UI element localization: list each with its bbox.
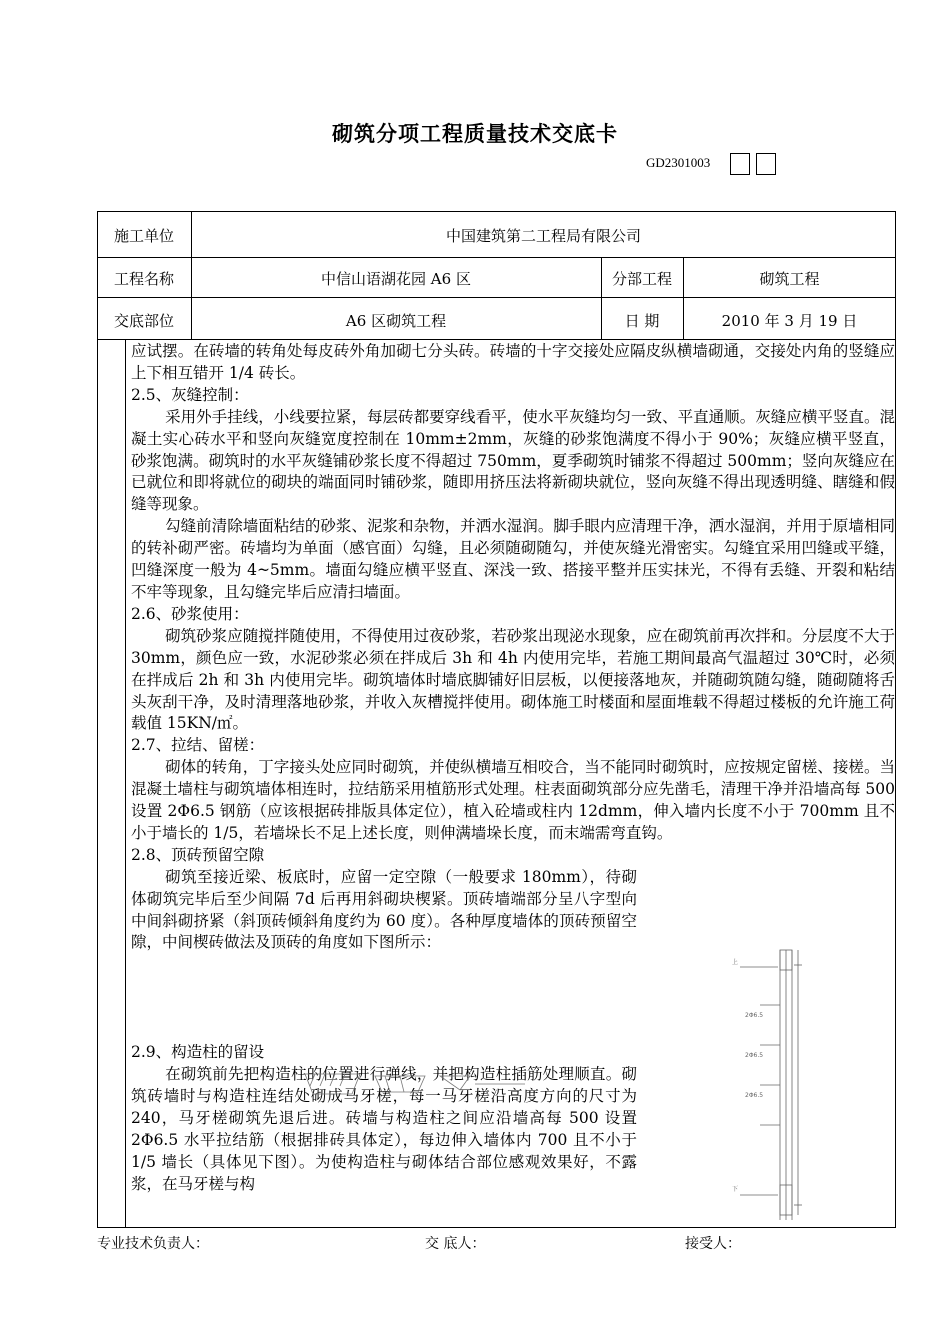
doc-code: GD2301003	[646, 155, 711, 170]
unit-value: 中国建筑第二工程局有限公司	[445, 227, 641, 245]
paragraph-intro: 应试摆。在砖墙的转角处每皮砖外角加砌七分头砖。砖墙的十字交接处应隔皮纵横墙砌通，交接处内角的竖缝应上下相互错开 1/4 砖长。	[131, 342, 895, 382]
diagram-label: 下	[732, 1186, 739, 1193]
section-heading-2-5: 2.5、灰缝控制：	[131, 385, 249, 404]
project-label: 工程名称	[113, 270, 174, 288]
paragraph-structural-column: 在砌筑前先把构造柱的位置进行弹线，并把构造柱插筋处理顺直。砌筑砖墙时与构造柱连结处砌成马牙槎，每一马牙槎沿高度方向的尺寸为 240，马牙槎砌筑先退后进。砖墙与构造柱之间应沿墙高每 500 设置 2Φ6.5 水平拉结筋（根据排砖具体定），每边伸入墙体内 700 且不小于 1/5 墙长（具体见下图）。为使构造柱与砌体结合部位感观效果好，不露浆，在马牙槎与构	[131, 1065, 637, 1193]
section-heading-2-8: 2.8、顶砖预留空隙	[131, 845, 265, 864]
wall-section-diagram	[720, 945, 830, 1225]
row-divider	[97, 257, 896, 258]
section-heading-2-7: 2.7、拉结、留槎：	[131, 736, 265, 755]
section-heading-2-6: 2.6、砂浆使用：	[131, 604, 249, 623]
code-box-2	[756, 153, 776, 175]
diagram-dim-label-1: 2Φ6.5	[745, 1012, 764, 1019]
paragraph-tie-bars: 砌体的转角，丁字接头处应同时砌筑，并使纵横墙互相咬合，当不能同时砌筑时，应按规定留槎、接槎。当混凝土墙柱与砌筑墙体相连时，拉结筋采用植筋形式处理。柱表面砌筑部分应先凿毛，清理干净并沿墙高每 500 设置 2Φ6.5 钢筋（应该根据砖排版具体定位），植入砼墙或柱内 12dmm，伸入墙内长度不小于 700mm 且不小于墙长的 1/5，若墙垛长不足上述长度，则伸满墙垛长度，而末端需弯直钩。	[131, 758, 895, 842]
diagram-dim-label-2: 2Φ6.5	[745, 1052, 764, 1059]
row-divider	[97, 339, 896, 340]
part-label: 交底部位	[113, 312, 174, 330]
paragraph-pointing: 勾缝前清除墙面粘结的砂浆、泥浆和杂物，并洒水湿润。脚手眼内应清理干净，洒水湿润，并用于原墙相同的转补砌严密。砖墙均为单面（感官面）勾缝，且必须随砌随勾，并使灰缝光滑密实。勾缝宜采用凹缝或平缝，凹缝深度一般为 4~5mm。墙面勾缝应横平竖直、深浅一致、搭接平整并压实抹光，不得有丢缝、开裂和粘结不牢等现象，且勾缝完毕后应清扫墙面。	[131, 517, 895, 601]
paragraph-mortar-joint: 采用外手挂线，小线要拉紧，每层砖都要穿线看平，使水平灰缝均匀一致、平直通顺。灰缝应横平竖直。混凝土实心砖水平和竖向灰缝宽度控制在 10mm±2mm，灰缝的砂浆饱满度不得小于 90%；灰缝应横平竖直，砂浆饱满。砌筑时的水平灰缝铺砂浆长度不得超过 750mm，夏季砌筑时铺浆不得超过 500mm；竖向灰缝应在已就位和即将就位的砌块的端面同时铺砂浆，随即用挤压法将新砌块就位，竖向灰缝不得出现透明缝、瞎缝和假缝等现象。	[131, 407, 895, 514]
receiver-signature: 接受人：	[685, 1236, 741, 1252]
briefer-signature: 交 底人：	[425, 1236, 486, 1252]
project-value: 中信山语湖花园 A6 区	[321, 270, 471, 288]
paragraph-top-brick: 砌筑至接近梁、板底时，应留一定空隙（一般要求 180mm），待砌体砌筑完毕后至少间隔 7d 后再用斜砌块楔紧。顶砖墙端部分呈八字型向中间斜砌挤紧（斜顶砖倾斜角度约为 60 度）。各种厚度墙体的顶砖预留空隙，中间楔砖做法及顶砖的角度如下图所示：	[131, 867, 637, 952]
paragraph-mortar-use: 砌筑砂浆应随搅拌随使用，不得使用过夜砂浆，若砂浆出现泌水现象，应在砌筑前再次拌和。分层度不大于 30mm，颜色应一致，水泥砂浆必须在拌成后 3h 和 4h 内使用完毕，若施工期间最高气温超过 30℃时，必须在拌成后 2h 和 3h 内使用完毕。砌筑墙体时墙底脚铺好旧层板，以便接落地灰，并随砌筑随勾缝，随砌随将舌头灰刮干净，及时清理落地砂浆，并收入灰槽搅拌使用。砌体施工时楼面和屋面堆载不得超过楼板的允许施工荷载值 15KN/㎡。	[131, 626, 895, 733]
unit-label: 施工单位	[113, 227, 174, 245]
date-label: 日 期	[624, 312, 660, 330]
section-heading-2-9: 2.9、构造柱的留设	[131, 1043, 265, 1062]
row-divider	[97, 297, 896, 298]
top-brick-diagram	[300, 1070, 530, 1100]
diagram-dim-label-3: 2Φ6.5	[745, 1092, 764, 1099]
diagram-label: 上	[732, 959, 739, 966]
part-value: A6 区砌筑工程	[345, 312, 447, 330]
subproject-value: 砌筑工程	[759, 270, 820, 288]
content-divider	[125, 339, 126, 1228]
page-title: 砌筑分项工程质量技术交底卡	[332, 121, 618, 146]
subproject-label: 分部工程	[611, 270, 672, 288]
date-value: 2010 年 3 月 19 日	[721, 312, 858, 330]
tech-lead-signature: 专业技术负责人：	[97, 1236, 209, 1252]
code-box-1	[730, 153, 750, 175]
